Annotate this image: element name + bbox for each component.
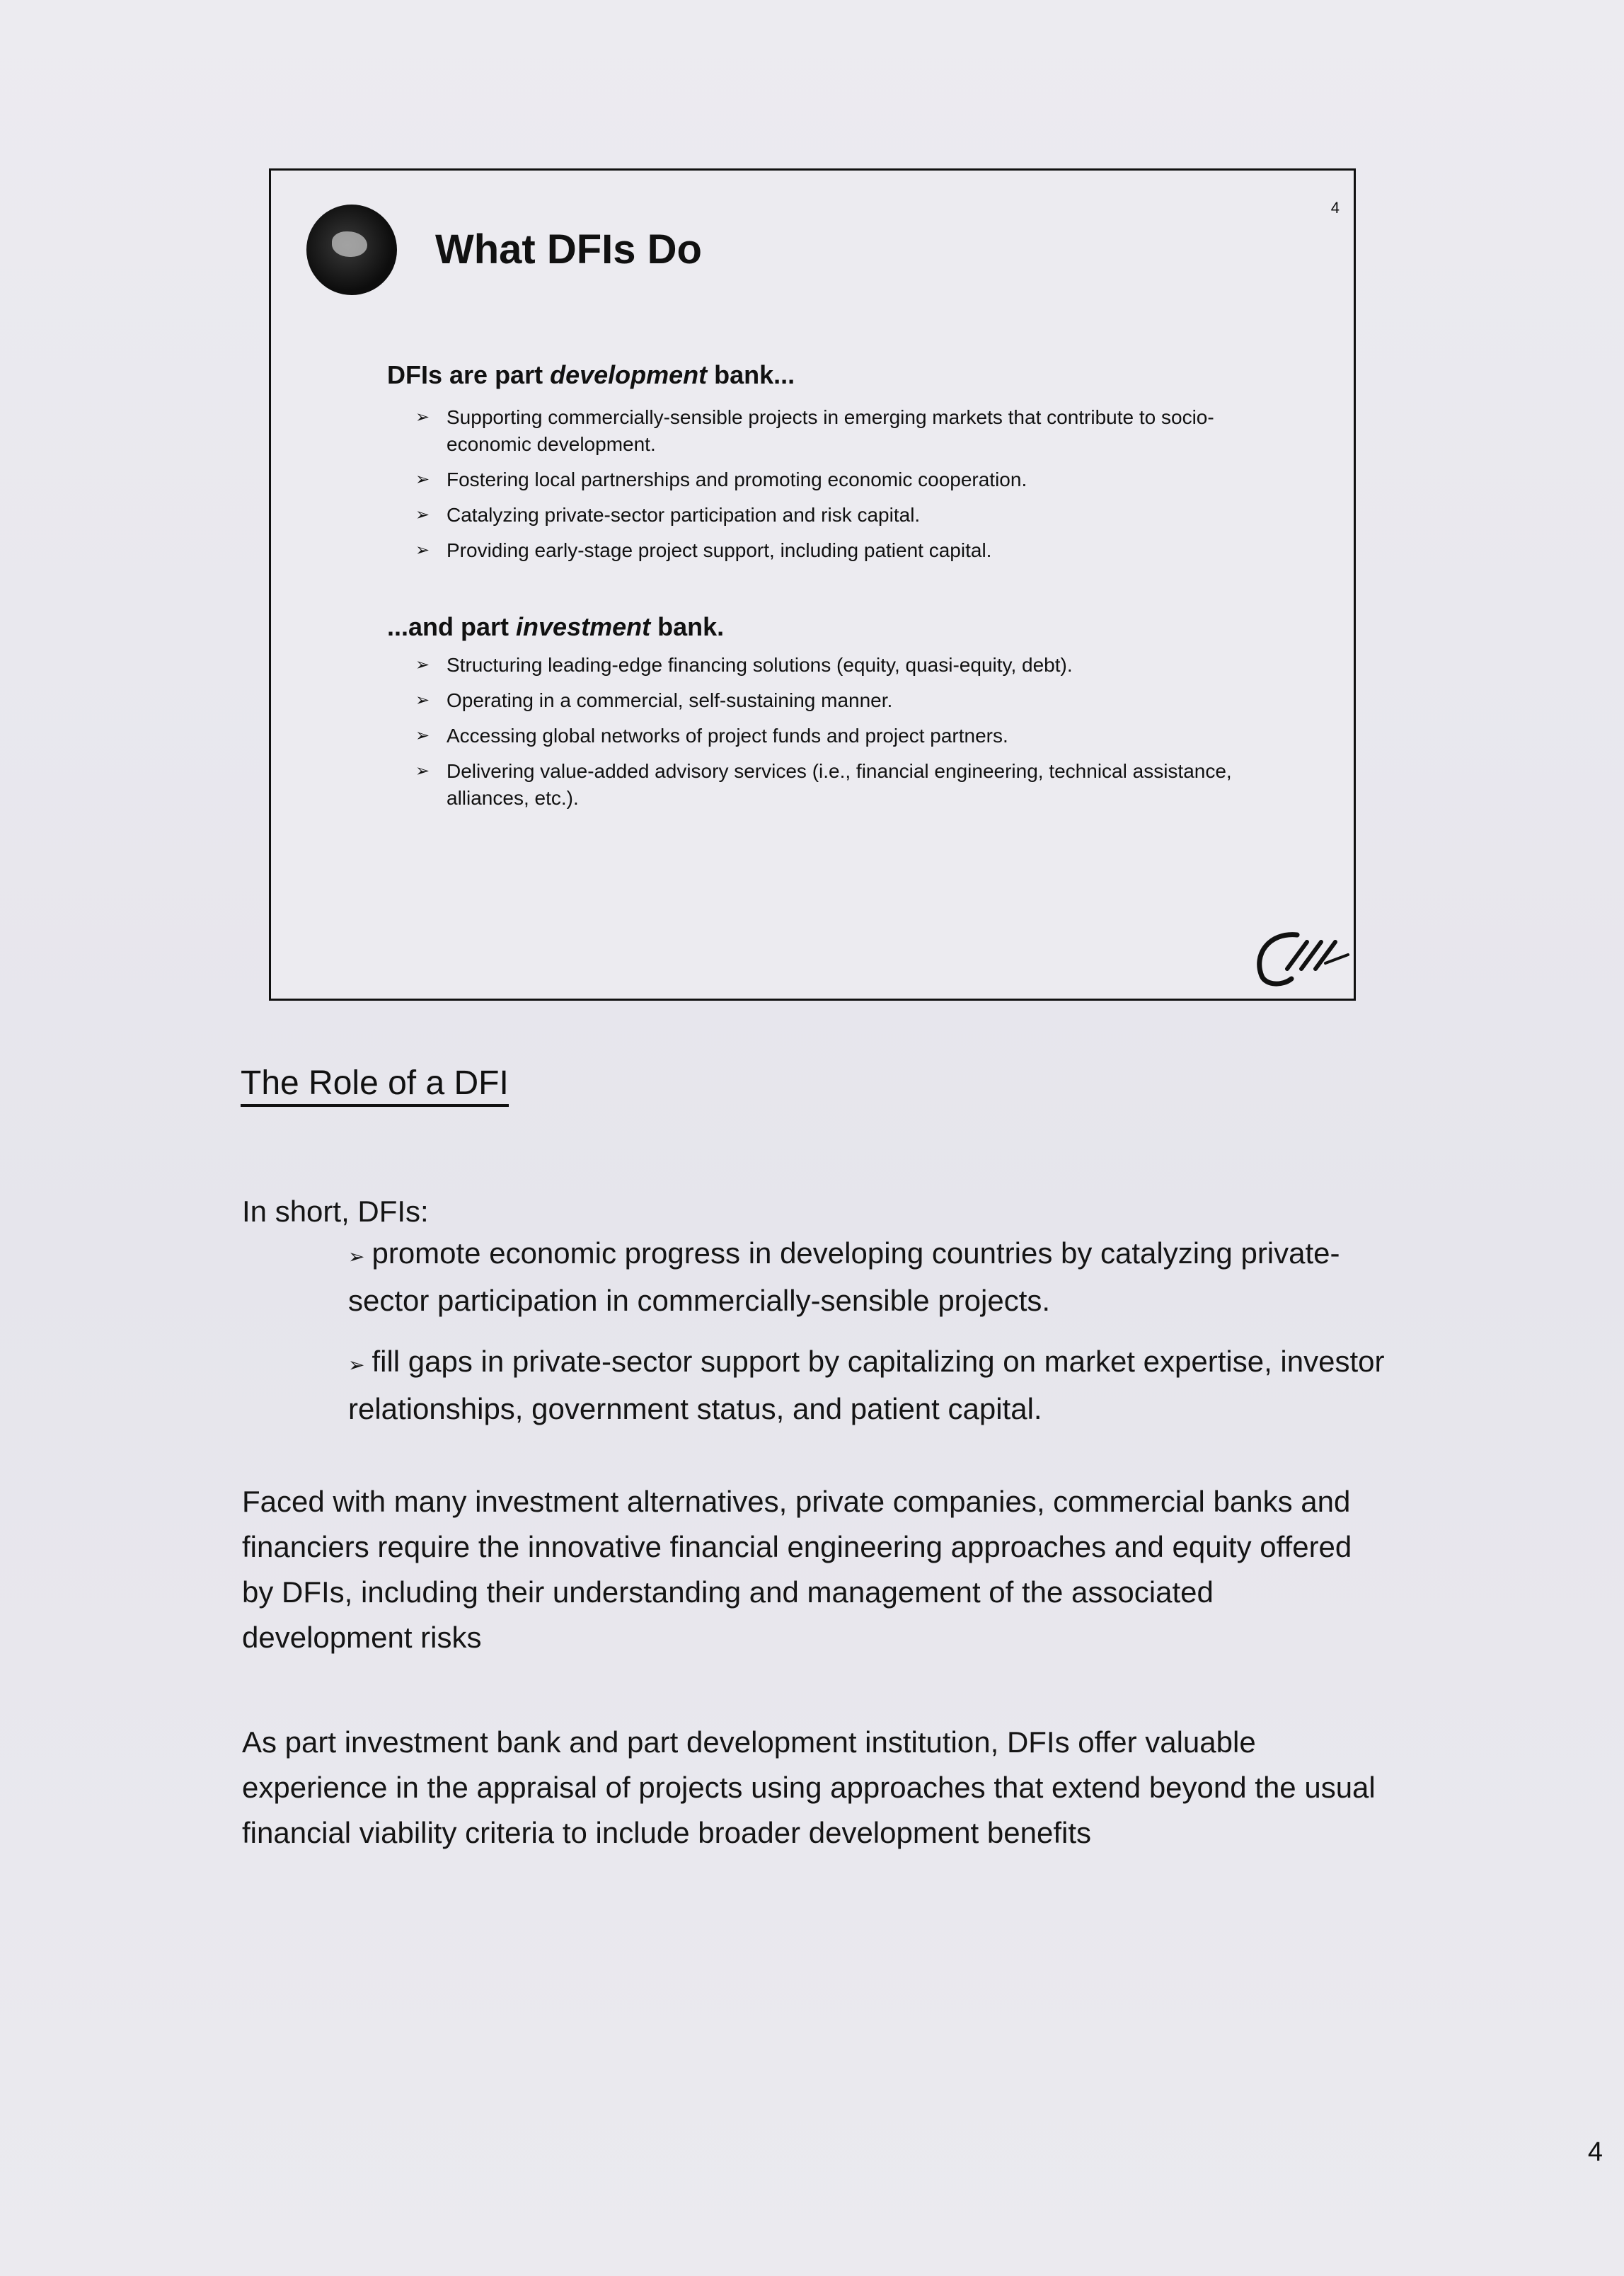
slide-panel: [269, 168, 1356, 1001]
globe-logo-icon: [306, 205, 397, 295]
arrow-bullet-icon: ➢: [415, 470, 430, 489]
slide-title: What DFIs Do: [435, 226, 702, 272]
list-item: ➢ promote economic progress in developing countries by catalyzing private-sector participation in commercially-sensible projects.: [348, 1236, 1340, 1317]
role-bullet-list: [348, 1231, 1410, 1448]
arrow-bullet-icon: ➢: [415, 761, 430, 781]
list-item: ➢ Providing early-stage project support, including patient capital.: [415, 537, 1293, 564]
paragraph-appraisal-experience: As part investment bank and part development institution, DFIs offer valuable experience in the appraisal of projects using approaches that extend beyond the usual financial viability criteria to include broader development benefits: [242, 1725, 1376, 1849]
arrow-bullet-icon: ➢: [348, 1354, 365, 1376]
arrow-bullet-icon: ➢: [415, 691, 430, 710]
cme-logo-icon: [1248, 926, 1354, 990]
page-number: 4: [1587, 2137, 1603, 2167]
list-item: ➢ Delivering value-added advisory services (i.e., financial engineering, technical assistance, alliances, etc.).: [415, 758, 1293, 812]
list-item: ➢ Fostering local partnerships and promoting economic cooperation.: [415, 466, 1293, 493]
arrow-bullet-icon: ➢: [415, 726, 430, 745]
list-item: ➢ Catalyzing private-sector participation and risk capital.: [415, 502, 1293, 529]
list-item: ➢ Structuring leading-edge financing solutions (equity, quasi-equity, debt).: [415, 652, 1293, 679]
slide-heading-development: DFIs are part development bank...: [387, 360, 795, 389]
list-item: ➢ Supporting commercially-sensible projects in emerging markets that contribute to socio-economic development.: [415, 404, 1293, 458]
list-item: ➢ Operating in a commercial, self-sustaining manner.: [415, 687, 1293, 714]
slide-heading-investment: ...and part investment bank.: [387, 612, 725, 641]
list-item: ➢ fill gaps in private-sector support by capitalizing on market expertise, investor relationships, government status, and patient capital.: [348, 1345, 1385, 1425]
section-title: The Role of a DFI: [241, 1065, 509, 1107]
arrow-bullet-icon: ➢: [415, 408, 430, 427]
intro-text: In short, DFIs:: [242, 1195, 429, 1228]
paragraph-investment-alternatives: Faced with many investment alternatives, private companies, commercial banks and financiers require the innovative financial engineering approaches and equity offered by DFIs, including their understanding and management of the associated development risks: [242, 1485, 1352, 1654]
arrow-bullet-icon: ➢: [415, 505, 430, 524]
list-item: ➢ Accessing global networks of project funds and project partners.: [415, 723, 1293, 749]
development-bullet-list: [415, 404, 1293, 573]
investment-bullet-list: [415, 652, 1293, 820]
arrow-bullet-icon: ➢: [415, 655, 430, 674]
slide-page-number: 4: [1330, 199, 1340, 217]
arrow-bullet-icon: ➢: [348, 1246, 365, 1268]
arrow-bullet-icon: ➢: [415, 541, 430, 560]
